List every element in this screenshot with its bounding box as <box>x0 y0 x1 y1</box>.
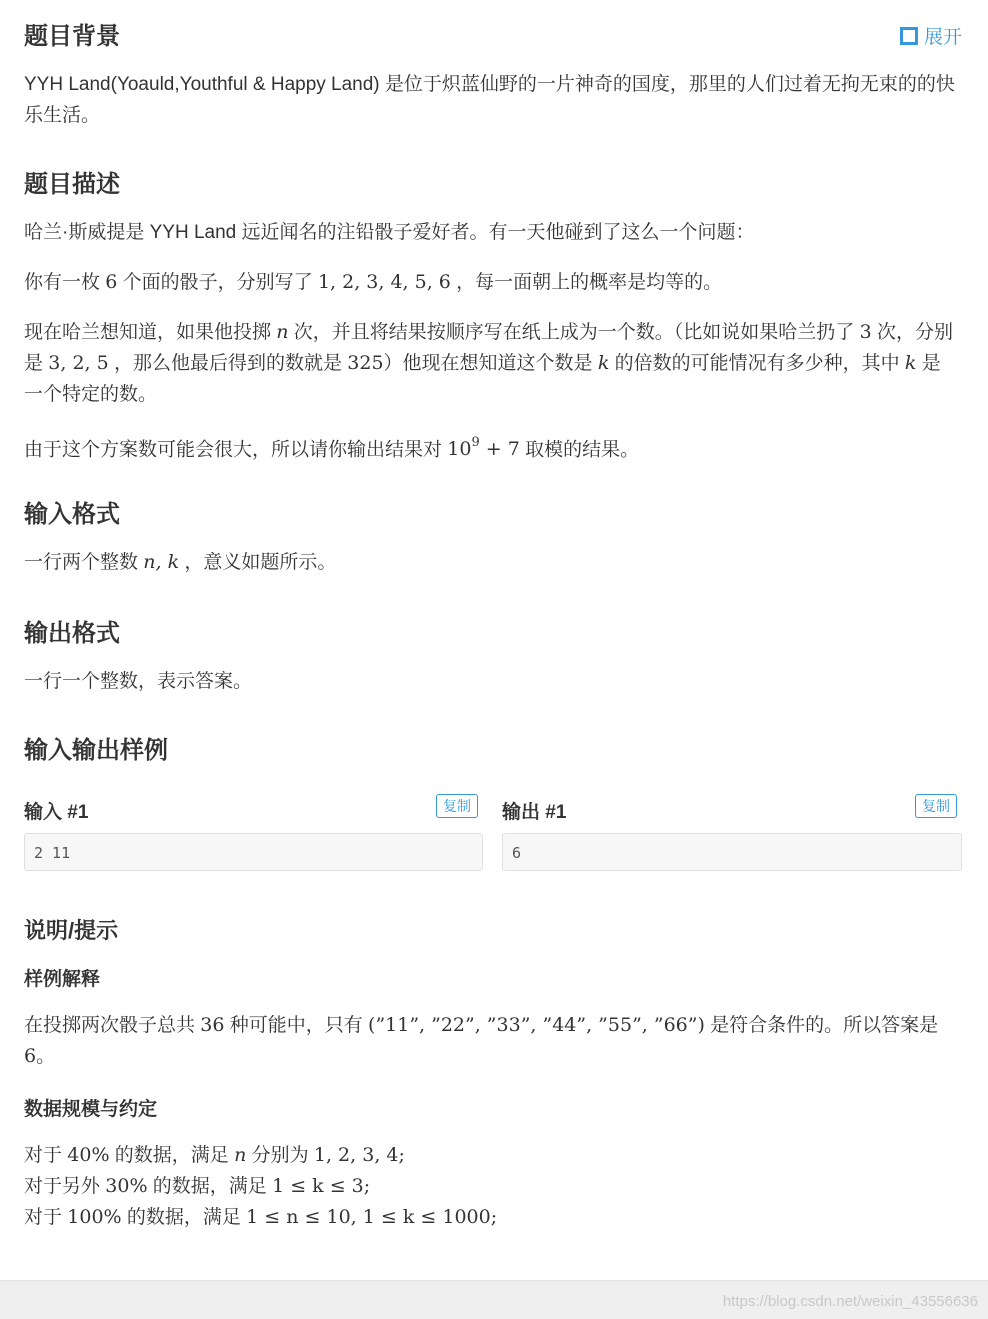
sample-input-box[interactable]: 2 11 <box>24 833 483 871</box>
data-scale-title: 数据规模与约定 <box>24 1099 158 1120</box>
background-title: 题目背景 <box>24 23 120 50</box>
constraint-line-1: 对于 40% 的数据，满足 n 分别为 1, 2, 3, 4; <box>24 1144 405 1166</box>
description-title: 题目描述 <box>24 171 120 198</box>
watermark: https://blog.csdn.net/weixin_43556636 <box>722 1293 978 1310</box>
sample-explain-text: 在投掷两次骰子总共 36 种可能中，只有 (”11”, ”22”, ”33”, ”44”, ”55”, ”66”) 是符合条件的。所以答案是 6。 <box>24 1014 939 1067</box>
expand-label: 展开 <box>923 27 962 48</box>
constraint-line-2: 对于另外 30% 的数据，满足 1 ≤ k ≤ 3; <box>24 1175 371 1197</box>
output-format-title: 输出格式 <box>24 620 120 647</box>
sample-input-label: 输入 #1 <box>24 802 89 823</box>
footer-bar <box>0 1280 988 1319</box>
description-p4: 由于这个方案数可能会很大，所以请你输出结果对 $10^9 + 7$ 取模的结果。 <box>24 435 640 461</box>
samples-title: 输入输出样例 <box>24 737 168 764</box>
expand-button[interactable] <box>900 22 962 49</box>
copy-input-button[interactable]: 复制 <box>436 794 478 818</box>
sample-explain-title: 样例解释 <box>24 969 101 990</box>
sample-output-box[interactable]: 6 <box>502 833 962 871</box>
description-p2: 你有一枚 6 个面的骰子，分别写了 1, 2, 3, 4, 5, 6 ，每一面朝上的概率是均等的。 <box>24 271 723 293</box>
hint-title: 说明/提示 <box>24 918 119 943</box>
description-p1: 哈兰·斯威提是 YYH Land 远近闻名的注铅骰子爱好者。有一天他碰到了这么一个问题： <box>24 222 755 243</box>
description-p3: 现在哈兰想知道，如果他投掷 n 次，并且将结果按顺序写在纸上成为一个数。（比如说如果哈兰扔了 3 次，分别是 3, 2, 5 ，那么他最后得到的数就是 325）他现在想知道这个数是 k 的倍数的可能情况有多少种，其中 k 是一个特定的数。 <box>24 321 953 405</box>
background-text: YYH Land(Yoauld,Youthful & Happy Land) 是位于炽蓝仙野的一片神奇的国度，那里的人们过着无拘无束的的快乐生活。 <box>24 74 955 126</box>
constraint-line-3: 对于 100% 的数据，满足 1 ≤ n ≤ 10, 1 ≤ k ≤ 1000; <box>24 1206 498 1228</box>
input-format-text: 一行两个整数 n, k ，意义如题所示。 <box>24 551 337 573</box>
copy-output-button[interactable]: 复制 <box>915 794 957 818</box>
output-format-text: 一行一个整数，表示答案。 <box>24 671 253 692</box>
expand-icon <box>900 27 918 45</box>
sample-output-label: 输出 #1 <box>502 802 567 823</box>
input-format-title: 输入格式 <box>24 501 120 528</box>
